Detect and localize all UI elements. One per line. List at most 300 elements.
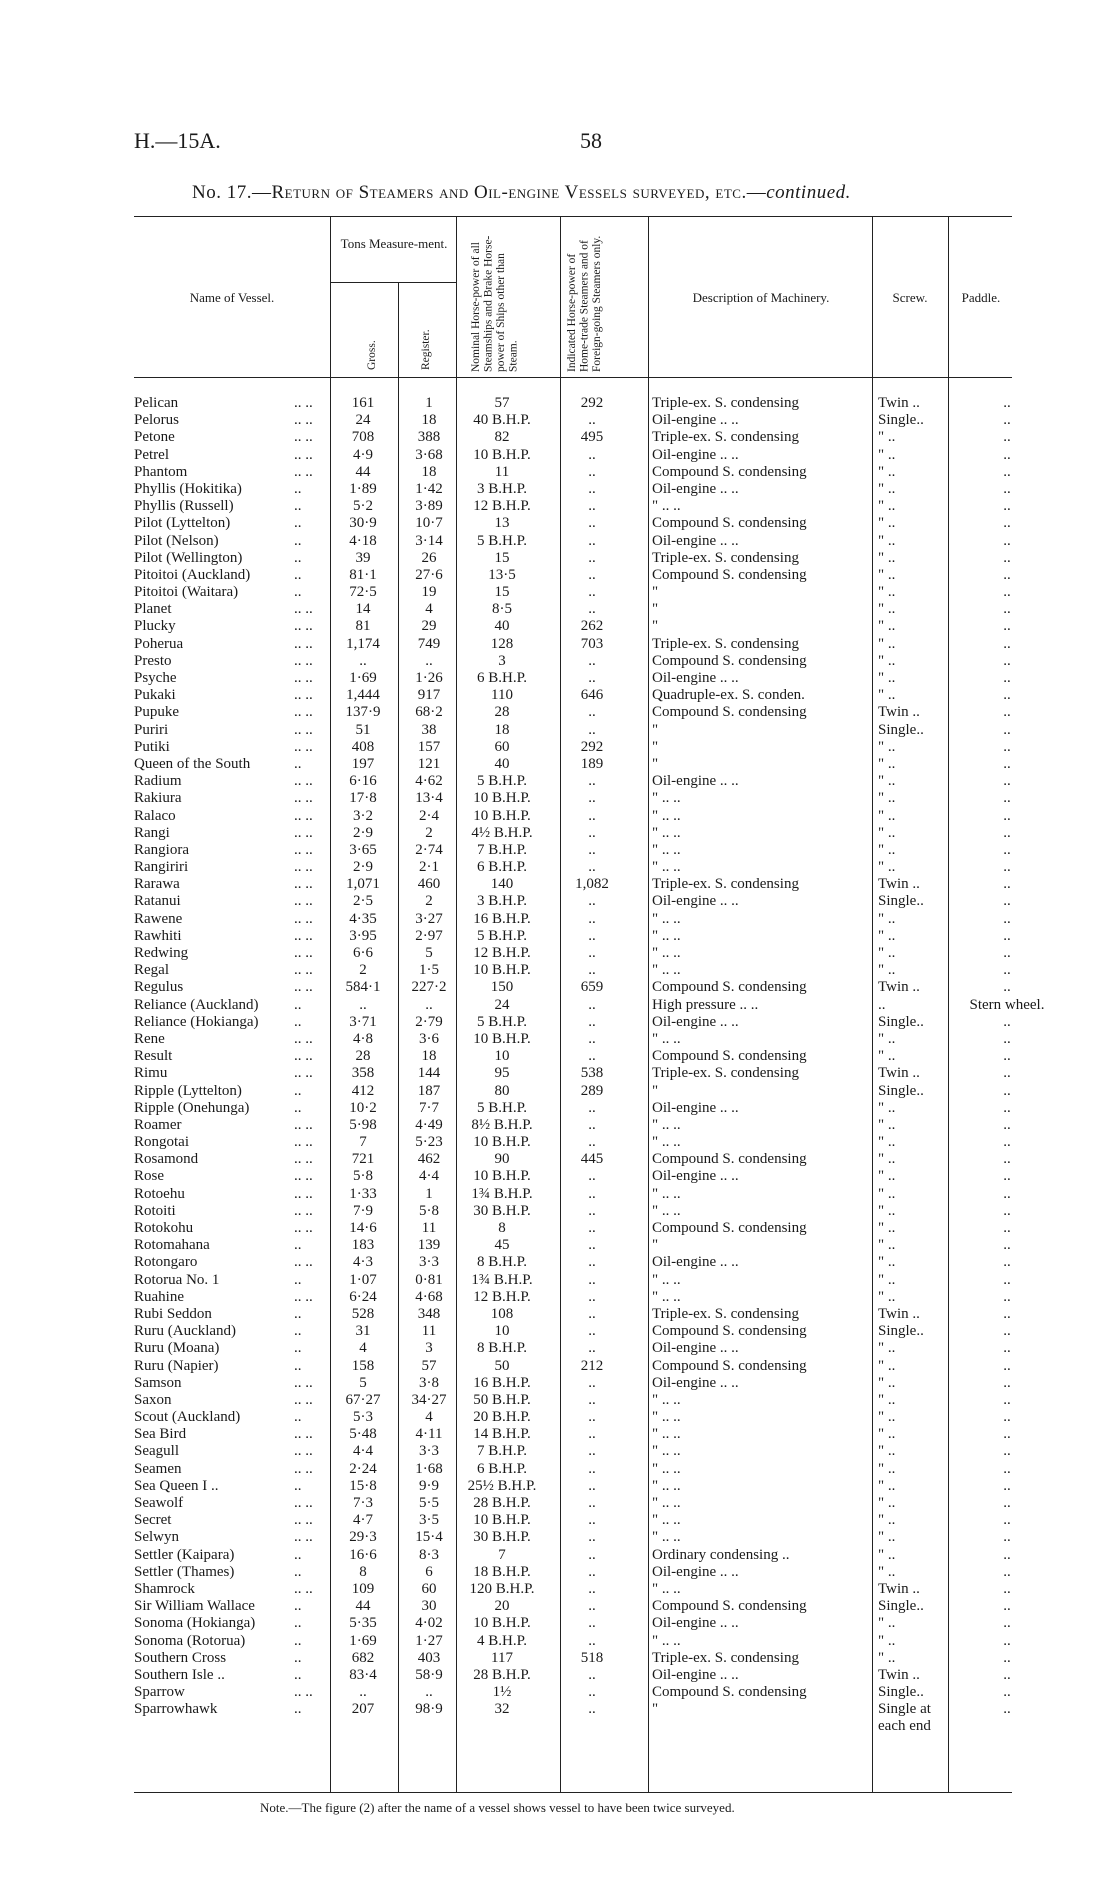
- cell-mach: Compound S. condensing: [652, 1357, 807, 1374]
- cell-screw: " ..: [878, 463, 896, 480]
- table-row: [134, 945, 1014, 962]
- cell-name: Saxon: [134, 1391, 172, 1408]
- cell-ihp: 1,082: [575, 876, 609, 893]
- cell-ihp: ..: [588, 532, 596, 549]
- cell-nhp: 30 B.H.P.: [473, 1529, 531, 1546]
- cell-dots: ..: [294, 996, 302, 1013]
- cell-reg: 3·3: [419, 1443, 439, 1460]
- cell-paddle: ..: [1003, 841, 1011, 858]
- cell-screw: Twin ..: [878, 1065, 920, 1082]
- cell-nhp: 10: [494, 1048, 510, 1065]
- cell-screw: " ..: [878, 1202, 896, 1219]
- cell-reg: 4·49: [415, 1116, 443, 1133]
- cell-nhp: 18 B.H.P.: [473, 1563, 531, 1580]
- cell-nhp: 8½ B.H.P.: [471, 1116, 533, 1133]
- cell-reg: 68·2: [415, 704, 443, 721]
- cell-gross: 3·95: [349, 927, 377, 944]
- cell-mach: " .. ..: [652, 1426, 681, 1443]
- table-row: [134, 1650, 1014, 1667]
- cell-ihp: ..: [588, 1495, 596, 1511]
- cell-ihp: 445: [580, 1151, 604, 1168]
- cell-ihp: ..: [588, 1374, 596, 1391]
- cell-gross: 6·6: [353, 945, 373, 961]
- cell-paddle: ..: [1003, 1168, 1011, 1185]
- cell-name: Sparrow: [134, 1684, 185, 1701]
- header-screw: Screw.: [892, 290, 928, 305]
- cell-screw: " ..: [878, 1409, 896, 1426]
- cell-mach: " .. ..: [652, 1529, 681, 1546]
- title-continued: continued.: [766, 182, 851, 203]
- cell-paddle: ..: [1003, 1632, 1011, 1649]
- cell-nhp: 16 B.H.P.: [473, 1374, 531, 1391]
- cell-dots: .. ..: [294, 1443, 313, 1460]
- cell-ihp: 212: [580, 1357, 604, 1374]
- cell-screw: " ..: [878, 1391, 896, 1408]
- cell-paddle: ..: [1003, 1684, 1011, 1701]
- cell-ihp: ..: [588, 1426, 596, 1443]
- cell-reg: 0·81: [415, 1271, 443, 1288]
- cell-name: Selwyn: [134, 1529, 179, 1546]
- cell-dots: .. ..: [294, 446, 313, 463]
- cell-mach: " .. ..: [652, 1134, 681, 1151]
- cell-paddle: ..: [1003, 1134, 1011, 1151]
- cell-ihp: ..: [588, 945, 596, 961]
- table-row: [134, 1168, 1014, 1185]
- cell-reg: 1·27: [415, 1632, 443, 1649]
- cell-reg: 1·5: [419, 962, 439, 979]
- cell-nhp: 3 B.H.P.: [476, 480, 528, 497]
- cell-paddle: ..: [1003, 1357, 1011, 1374]
- cell-gross: 24: [355, 412, 371, 429]
- cell-nhp: 5 B.H.P.: [476, 773, 528, 790]
- cell-nhp: 150: [490, 979, 514, 996]
- cell-name: Ralaco: [134, 807, 176, 824]
- cell-name: Rose: [134, 1168, 164, 1185]
- cell-nhp: 82: [494, 429, 510, 446]
- cell-ihp: ..: [588, 927, 596, 944]
- cell-reg: 460: [417, 876, 441, 893]
- cell-gross: 14: [355, 601, 371, 618]
- cell-ihp: 292: [580, 395, 604, 411]
- cell-screw: " ..: [878, 1649, 896, 1666]
- doc-ref: H.—15A.: [134, 128, 221, 153]
- cell-dots: .. ..: [294, 1374, 313, 1391]
- cell-name: Samson: [134, 1374, 182, 1391]
- cell-reg: 34·27: [411, 1391, 447, 1408]
- table-row: [134, 1203, 1014, 1220]
- cell-mach: Quadruple-ex. S. conden.: [652, 687, 805, 704]
- cell-dots: ..: [294, 1546, 302, 1563]
- cell-nhp: 128: [490, 635, 514, 652]
- cell-nhp: 10 B.H.P.: [473, 807, 531, 824]
- cell-screw: " ..: [878, 1495, 896, 1511]
- cell-name: Settler (Kaipara): [134, 1546, 235, 1563]
- cell-nhp: 5 B.H.P.: [476, 1013, 528, 1030]
- cell-gross: ..: [359, 652, 367, 669]
- vessel-table-body: [134, 395, 1045, 1736]
- cell-ihp: ..: [588, 1013, 596, 1030]
- cell-mach: ": [652, 1082, 659, 1099]
- cell-paddle: ..: [1003, 480, 1011, 497]
- cell-gross: 81: [355, 618, 371, 635]
- cell-reg: 462: [417, 1151, 441, 1168]
- cell-screw: Twin ..: [878, 979, 920, 996]
- cell-nhp: 28 B.H.P.: [473, 1666, 531, 1683]
- cell-mach: " .. ..: [652, 841, 681, 858]
- table-row: [134, 498, 1014, 515]
- cell-screw: " ..: [878, 652, 896, 669]
- cell-reg: 4·62: [415, 773, 443, 790]
- cell-gross: 358: [351, 1065, 375, 1082]
- cell-dots: ..: [294, 1082, 302, 1099]
- cell-screw: " ..: [878, 566, 896, 583]
- cell-mach: Ordinary condensing ..: [652, 1546, 790, 1563]
- cell-mach: Triple-ex. S. condensing: [652, 1305, 799, 1322]
- cell-reg: 4·68: [415, 1288, 443, 1305]
- cell-gross: 1,071: [346, 876, 380, 893]
- cell-ihp: ..: [588, 498, 596, 515]
- cell-ihp: ..: [588, 1443, 596, 1460]
- cell-dots: ..: [294, 1409, 302, 1426]
- cell-name: Scout (Auckland): [134, 1409, 241, 1426]
- cell-mach: Compound S. condensing: [652, 1323, 807, 1340]
- cell-gross: 2: [359, 962, 367, 979]
- cell-screw: Twin ..: [878, 876, 920, 893]
- cell-nhp: 5 B.H.P.: [476, 1099, 528, 1116]
- cell-reg: 5·8: [419, 1202, 439, 1219]
- cell-ihp: ..: [588, 584, 596, 601]
- cell-mach: " .. ..: [652, 1288, 681, 1305]
- table-row: [134, 481, 1014, 498]
- cell-screw: " ..: [878, 1048, 896, 1065]
- cell-name: Reliance (Hokianga): [134, 1013, 259, 1030]
- cell-gross: ..: [359, 996, 367, 1013]
- cell-paddle: ..: [1003, 755, 1011, 772]
- cell-gross: 5·8: [353, 1168, 373, 1185]
- cell-nhp: 1¾ B.H.P.: [471, 1271, 533, 1288]
- cell-ihp: ..: [588, 1512, 596, 1529]
- cell-name: Phantom: [134, 463, 188, 480]
- cell-name: Plucky: [134, 618, 176, 635]
- cell-gross: 5·35: [349, 1615, 377, 1632]
- cell-dots: .. ..: [294, 790, 313, 807]
- cell-paddle: ..: [1003, 1237, 1011, 1254]
- cell-reg: 27·6: [415, 566, 443, 583]
- cell-paddle: ..: [1003, 566, 1011, 583]
- cell-reg: 30: [421, 1598, 437, 1615]
- cell-name: Pilot (Lyttelton): [134, 515, 231, 532]
- cell-nhp: 10 B.H.P.: [473, 790, 531, 807]
- table-row: [134, 1633, 1014, 1650]
- cell-reg: 749: [417, 635, 441, 652]
- cell-paddle: ..: [1003, 1666, 1011, 1683]
- cell-paddle: ..: [1003, 1151, 1011, 1168]
- table-row: [134, 1014, 1014, 1031]
- cell-dots: .. ..: [294, 412, 313, 429]
- cell-nhp: 18: [494, 721, 510, 738]
- cell-mach: Compound S. condensing: [652, 515, 807, 532]
- cell-dots: .. ..: [294, 1116, 313, 1133]
- cell-gross: 4·9: [353, 446, 373, 463]
- table-row: [134, 1443, 1014, 1460]
- cell-mach: Oil-engine .. ..: [652, 532, 739, 549]
- cell-mach: Compound S. condensing: [652, 566, 807, 583]
- cell-name: Petone: [134, 429, 175, 446]
- cell-paddle: ..: [1003, 824, 1011, 841]
- cell-dots: .. ..: [294, 1168, 313, 1185]
- cell-dots: .. ..: [294, 1030, 313, 1047]
- cell-screw: " ..: [878, 1477, 896, 1494]
- cell-name: Seamen: [134, 1460, 182, 1477]
- table-row: [134, 722, 1014, 739]
- cell-mach: Oil-engine .. ..: [652, 1563, 739, 1580]
- cell-paddle: ..: [1003, 773, 1011, 790]
- cell-gross: 2·24: [349, 1460, 377, 1477]
- cell-ihp: ..: [588, 1134, 596, 1151]
- cell-ihp: ..: [588, 1666, 596, 1683]
- cell-gross: 161: [351, 395, 375, 411]
- cell-paddle: ..: [1003, 498, 1011, 515]
- cell-mach: " .. ..: [652, 1271, 681, 1288]
- cell-paddle: ..: [1003, 1409, 1011, 1426]
- cell-ihp: ..: [588, 566, 596, 583]
- cell-name: Southern Cross: [134, 1649, 227, 1666]
- cell-paddle: ..: [1003, 446, 1011, 463]
- cell-reg: 3·68: [415, 446, 443, 463]
- cell-paddle: Stern wheel.: [969, 996, 1045, 1013]
- cell-dots: ..: [294, 1477, 302, 1494]
- table-row: [134, 1701, 1014, 1718]
- cell-screw: " ..: [878, 429, 896, 446]
- cell-dots: .. ..: [294, 1580, 313, 1597]
- cell-dots: .. ..: [294, 876, 313, 893]
- cell-reg: 388: [417, 429, 441, 446]
- cell-paddle: ..: [1003, 1443, 1011, 1460]
- cell-mach: ": [652, 1237, 659, 1254]
- cell-paddle: ..: [1003, 910, 1011, 927]
- cell-ihp: ..: [588, 1048, 596, 1065]
- table-row: [134, 567, 1014, 584]
- cell-nhp: 15: [494, 549, 510, 566]
- title-number: No. 17.—: [192, 182, 272, 203]
- table-row: [134, 1100, 1014, 1117]
- cell-dots: .. ..: [294, 1426, 313, 1443]
- cell-screw: " ..: [878, 601, 896, 618]
- cell-dots: .. ..: [294, 841, 313, 858]
- cell-nhp: 57: [494, 395, 510, 411]
- cell-reg: 2·97: [415, 927, 443, 944]
- cell-dots: .. ..: [294, 1391, 313, 1408]
- cell-gross: 4·3: [353, 1254, 373, 1271]
- table-row: [134, 1151, 1014, 1168]
- cell-name: Seagull: [134, 1443, 179, 1460]
- cell-ihp: 646: [580, 687, 604, 704]
- cell-dots: .. ..: [294, 738, 313, 755]
- cell-ihp: ..: [588, 1254, 596, 1271]
- cell-reg: 11: [421, 1220, 437, 1236]
- table-row: [134, 1065, 1014, 1082]
- cell-ihp: 518: [580, 1649, 604, 1666]
- table-row: [134, 670, 1014, 687]
- cell-dots: ..: [294, 1649, 302, 1666]
- cell-reg: 1·42: [415, 480, 443, 497]
- table-row: [134, 1392, 1014, 1409]
- cell-nhp: 10 B.H.P.: [473, 1512, 531, 1529]
- cell-mach: " .. ..: [652, 945, 681, 961]
- cell-screw: " ..: [878, 1529, 896, 1546]
- table-row: [134, 1718, 1014, 1735]
- cell-gross: 5·98: [349, 1116, 377, 1133]
- cell-nhp: 120 B.H.P.: [469, 1580, 535, 1597]
- cell-gross: 183: [351, 1237, 375, 1254]
- cell-paddle: ..: [1003, 1546, 1011, 1563]
- cell-dots: .. ..: [294, 893, 313, 910]
- cell-nhp: 90: [494, 1151, 510, 1168]
- cell-paddle: ..: [1003, 1288, 1011, 1305]
- cell-reg: 60: [421, 1580, 437, 1597]
- cell-gross: 51: [355, 721, 371, 738]
- cell-gross: 10·2: [349, 1099, 377, 1116]
- table-row: [134, 1667, 1014, 1684]
- cell-dots: .. ..: [294, 1460, 313, 1477]
- cell-mach: Oil-engine .. ..: [652, 893, 739, 910]
- cell-nhp: 7: [498, 1546, 506, 1563]
- cell-screw: " ..: [878, 532, 896, 549]
- table-row: [134, 515, 1014, 532]
- cell-nhp: 12 B.H.P.: [473, 498, 531, 515]
- cell-screw: " ..: [878, 498, 896, 515]
- cell-name: Poherua: [134, 635, 184, 652]
- cell-nhp: 8: [498, 1220, 506, 1236]
- table-row: [134, 1478, 1014, 1495]
- cell-dots: ..: [294, 1271, 302, 1288]
- cell-ihp: ..: [588, 1598, 596, 1615]
- cell-mach: Oil-engine .. ..: [652, 773, 739, 790]
- table-row: [134, 1684, 1014, 1701]
- cell-ihp: ..: [588, 412, 596, 429]
- cell-ihp: ..: [588, 463, 596, 480]
- cell-dots: .. ..: [294, 945, 313, 961]
- cell-ihp: ..: [588, 670, 596, 686]
- cell-mach: ": [652, 584, 659, 601]
- cell-gross: 6·24: [349, 1288, 377, 1305]
- cell-gross: 4·4: [353, 1443, 373, 1460]
- cell-dots: .. ..: [294, 824, 313, 841]
- cell-reg: 9·9: [419, 1477, 439, 1494]
- cell-gross: 1·89: [349, 480, 377, 497]
- header-gross: Gross.: [366, 340, 378, 370]
- cell-dots: ..: [294, 515, 302, 532]
- cell-paddle: ..: [1003, 1271, 1011, 1288]
- cell-screw: " ..: [878, 1288, 896, 1305]
- cell-ihp: ..: [588, 480, 596, 497]
- cell-mach: Triple-ex. S. condensing: [652, 1065, 799, 1082]
- cell-screw: Twin ..: [878, 704, 920, 721]
- cell-nhp: 12 B.H.P.: [473, 945, 531, 961]
- cell-dots: ..: [294, 1701, 302, 1718]
- cell-gross: 14·6: [349, 1220, 377, 1236]
- cell-nhp: 4 B.H.P.: [476, 1632, 528, 1649]
- cell-mach: ": [652, 601, 659, 618]
- cell-mach: " .. ..: [652, 927, 681, 944]
- header-indicated: Indicated Horse-power of Home-trade Steamers and of Foreign-going Steamers only.: [566, 235, 603, 372]
- cell-dots: .. ..: [294, 1048, 313, 1065]
- cell-dots: .. ..: [294, 1202, 313, 1219]
- rule-bottom: [134, 1792, 1012, 1793]
- cell-dots: .. ..: [294, 1185, 313, 1202]
- cell-mach: ": [652, 618, 659, 635]
- cell-screw: " ..: [878, 859, 896, 876]
- cell-reg: 58·9: [415, 1666, 443, 1683]
- cell-paddle: ..: [1003, 515, 1011, 532]
- cell-screw: Twin ..: [878, 395, 920, 411]
- cell-gross: 7·3: [353, 1495, 373, 1511]
- cell-reg: 144: [417, 1065, 441, 1082]
- cell-mach: Oil-engine .. ..: [652, 1013, 739, 1030]
- cell-ihp: ..: [588, 773, 596, 790]
- cell-name: Secret: [134, 1512, 172, 1529]
- cell-reg: 1·26: [415, 670, 443, 686]
- cell-screw: " ..: [878, 480, 896, 497]
- cell-mach: Compound S. condensing: [652, 1151, 807, 1168]
- cell-nhp: 6 B.H.P.: [476, 670, 528, 686]
- cell-nhp: 10 B.H.P.: [473, 1030, 531, 1047]
- cell-reg: 2: [425, 824, 433, 841]
- cell-paddle: ..: [1003, 1495, 1011, 1511]
- cell-gross: 197: [351, 755, 375, 772]
- cell-name: Rangi: [134, 824, 170, 841]
- cell-screw: " ..: [878, 1254, 896, 1271]
- cell-ihp: ..: [588, 841, 596, 858]
- cell-dots: ..: [294, 755, 302, 772]
- table-row: [134, 584, 1014, 601]
- table-row: [134, 1358, 1014, 1375]
- cell-screw: " ..: [878, 824, 896, 841]
- table-row: [134, 893, 1014, 910]
- cell-reg: 3: [425, 1340, 433, 1357]
- cell-name: Ratanui: [134, 893, 181, 910]
- cell-name: Radium: [134, 773, 182, 790]
- cell-dots: .. ..: [294, 910, 313, 927]
- cell-name: Pelorus: [134, 412, 179, 429]
- cell-screw: Twin ..: [878, 1580, 920, 1597]
- cell-screw: " ..: [878, 670, 896, 686]
- cell-screw: each end: [878, 1718, 931, 1735]
- cell-gross: 44: [355, 1598, 371, 1615]
- cell-paddle: ..: [1003, 1030, 1011, 1047]
- table-row: [134, 412, 1014, 429]
- table-row: [134, 928, 1014, 945]
- cell-screw: " ..: [878, 807, 896, 824]
- table-row: [134, 1186, 1014, 1203]
- cell-dots: ..: [294, 1013, 302, 1030]
- cell-screw: Single..: [878, 893, 924, 910]
- cell-mach: " .. ..: [652, 1632, 681, 1649]
- cell-mach: Oil-engine .. ..: [652, 670, 739, 686]
- cell-mach: Triple-ex. S. condensing: [652, 395, 799, 411]
- cell-name: Putiki: [134, 738, 170, 755]
- cell-paddle: ..: [1003, 584, 1011, 601]
- cell-gross: 5·48: [349, 1426, 377, 1443]
- cell-mach: High pressure .. ..: [652, 996, 759, 1013]
- cell-name: Sea Queen I ..: [134, 1477, 219, 1494]
- cell-screw: " ..: [878, 584, 896, 601]
- cell-nhp: 1¾ B.H.P.: [471, 1185, 533, 1202]
- table-row: [134, 842, 1014, 859]
- page-title: [192, 182, 851, 204]
- cell-dots: ..: [294, 1323, 302, 1340]
- cell-mach: Oil-engine .. ..: [652, 480, 739, 497]
